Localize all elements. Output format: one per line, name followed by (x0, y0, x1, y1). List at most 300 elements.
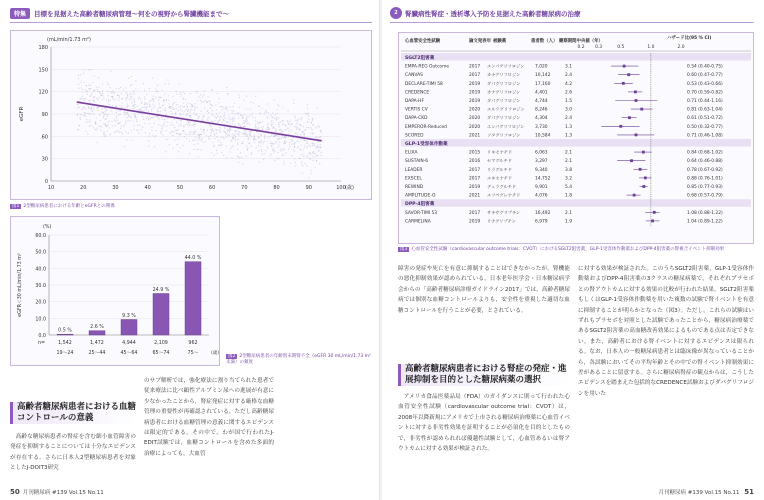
scatter-point (223, 115, 224, 116)
scatter-point (154, 106, 155, 107)
scatter-point (155, 135, 156, 136)
scatter-point (174, 140, 175, 141)
scatter-point (103, 98, 104, 99)
scatter-point (273, 122, 274, 123)
scatter-point (303, 139, 304, 140)
header-chapter-number: 2 (390, 7, 402, 19)
scatter-point (232, 119, 233, 120)
scatter-point (212, 105, 213, 106)
x-tick-label: 40 (144, 185, 151, 191)
scatter-point (127, 97, 128, 98)
scatter-point (170, 125, 171, 126)
scatter-point (86, 113, 87, 114)
scatter-point (187, 113, 188, 114)
scatter-point (264, 153, 265, 154)
scatter-point (261, 108, 262, 109)
trial-follow: 2.1 (565, 159, 572, 165)
scatter-point (285, 142, 286, 143)
scatter-point (290, 130, 291, 131)
scatter-point (210, 125, 211, 126)
scatter-point (110, 134, 111, 135)
scatter-point (295, 120, 296, 121)
scatter-point (311, 154, 312, 155)
scatter-point (158, 111, 159, 112)
scatter-point (258, 106, 259, 107)
scatter-point (124, 108, 125, 109)
scatter-point (250, 102, 251, 103)
scatter-point (94, 107, 95, 108)
scatter-point (202, 130, 203, 131)
scatter-point (204, 133, 205, 134)
scatter-point (151, 100, 152, 101)
scatter-point (247, 139, 248, 140)
scatter-point (85, 108, 86, 109)
left-header (10, 6, 229, 20)
scatter-point (214, 120, 215, 121)
scatter-point (234, 118, 235, 119)
scatter-point (152, 117, 153, 118)
scatter-point (163, 99, 164, 100)
scatter-point (298, 119, 299, 120)
scatter-point (183, 99, 184, 100)
scatter-point (279, 126, 280, 127)
scatter-point (96, 142, 97, 143)
scatter-point (267, 117, 268, 118)
scatter-point (288, 148, 289, 149)
scatter-point (291, 123, 292, 124)
scatter-point (275, 128, 276, 129)
scatter-point (202, 96, 203, 97)
scatter-point (232, 123, 233, 124)
scatter-point (263, 142, 264, 143)
scatter-point (205, 100, 206, 101)
scatter-point (172, 103, 173, 104)
scatter-point (203, 95, 204, 96)
trial-year: 2017 (469, 176, 481, 182)
scatter-point (300, 124, 301, 125)
scatter-point (191, 109, 192, 110)
scatter-point (292, 140, 293, 141)
scatter-point (112, 126, 113, 127)
scatter-point (200, 129, 201, 130)
scatter-point (113, 92, 114, 93)
scatter-point (223, 131, 224, 132)
scatter-point (252, 113, 253, 114)
scatter-point (294, 115, 295, 116)
scatter-point (89, 119, 90, 120)
group-band (401, 139, 751, 147)
scatter-point (221, 142, 222, 143)
scatter-point (310, 173, 311, 174)
scatter-point (185, 133, 186, 134)
x-category-label: 45～64 (120, 351, 138, 356)
scatter-point (306, 156, 307, 157)
scatter-point (187, 110, 188, 111)
scatter-point (244, 130, 245, 131)
scatter-points (77, 69, 322, 178)
scatter-point (152, 135, 153, 136)
scatter-point (227, 135, 228, 136)
scatter-point (210, 129, 211, 130)
scatter-point (299, 118, 300, 119)
scatter-point (99, 115, 100, 116)
scatter-point (192, 125, 193, 126)
right-body-col1-top-text: 障害の発症や死亡を有意に抑制することはできなかったが，腎機能の悪化抑制効果が認められている。日本老年医学会・日本糖尿病学会からの「高齢者糖尿病診療ガイドライン2017」では，高齢者糖尿病では個別な血糖コントロールよりも，安全性を重視した適切な血糖コントロールを行うことが必要，とされている。 (398, 266, 570, 314)
scatter-point (159, 107, 160, 108)
scatter-point (131, 84, 132, 85)
scatter-point (267, 148, 268, 149)
scatter-point (234, 125, 235, 126)
right-body-col1-top (398, 264, 570, 350)
scatter-point (198, 96, 199, 97)
scatter-point (261, 151, 262, 152)
trial-drug: エキセナチド (487, 175, 513, 181)
scatter-point (177, 139, 178, 140)
left-body-col2 (144, 376, 274, 488)
scatter-point (192, 106, 193, 107)
scatter-point (295, 165, 296, 166)
scatter-point (105, 135, 106, 136)
scatter-point (186, 138, 187, 139)
scatter-point (128, 78, 129, 79)
scatter-point (278, 104, 279, 105)
scatter-point (201, 101, 202, 102)
scatter-point (278, 144, 279, 145)
trial-follow: 2.4 (565, 73, 572, 79)
scatter-point (176, 122, 177, 123)
scatter-point (102, 93, 103, 94)
scatter-point (300, 128, 301, 129)
scatter-point (100, 120, 101, 121)
scatter-point (183, 98, 184, 99)
scatter-point (116, 116, 117, 117)
scatter-point (278, 117, 279, 118)
scatter-point (225, 107, 226, 108)
scatter-point (285, 136, 286, 137)
scatter-point (312, 129, 313, 130)
scatter-point (151, 130, 152, 131)
scatter-point (98, 77, 99, 78)
scatter-point (201, 149, 202, 150)
scatter-point (105, 118, 106, 119)
scatter-point (244, 123, 245, 124)
scatter-point (219, 127, 220, 128)
bar (89, 331, 105, 335)
scatter-point (232, 157, 233, 158)
scatter-point (251, 114, 252, 115)
scatter-point (271, 154, 272, 155)
scatter-point (239, 132, 240, 133)
figure1-box (10, 30, 372, 200)
y-tick-label: 60 (41, 134, 48, 141)
scatter-point (97, 100, 98, 101)
scatter-point (88, 84, 89, 85)
scatter-point (260, 122, 261, 123)
scatter-point (106, 126, 107, 127)
scatter-point (278, 140, 279, 141)
left-footer (10, 488, 104, 496)
scatter-point (185, 114, 186, 115)
scatter-point (197, 107, 198, 108)
hr-point (630, 159, 633, 162)
trial-name: ELIXA (405, 150, 418, 156)
scatter-point (80, 115, 81, 116)
scatter-point (78, 129, 79, 130)
scatter-point (114, 120, 115, 121)
scatter-point (225, 117, 226, 118)
scatter-point (193, 140, 194, 141)
scatter-point (246, 136, 247, 137)
scatter-point (153, 107, 154, 108)
scatter-point (208, 96, 209, 97)
scatter-point (137, 125, 138, 126)
scatter-point (158, 91, 159, 92)
scatter-point (123, 126, 124, 127)
scatter-point (147, 106, 148, 107)
scatter-point (105, 111, 106, 112)
scatter-point (239, 97, 240, 98)
scatter-point (81, 81, 82, 82)
scatter-point (312, 120, 313, 121)
scatter-point (211, 130, 212, 131)
trial-drug: デュラグルチド (487, 184, 517, 189)
trial-drug: セマグルチド (487, 158, 512, 164)
trial-year: 2020 (469, 124, 481, 130)
scatter-point (87, 133, 88, 134)
group-label: DPP-4阻害薬 (405, 202, 435, 208)
scatter-point (274, 135, 275, 136)
scatter-point (157, 116, 158, 117)
scatter-point (308, 127, 309, 128)
scatter-point (134, 98, 135, 99)
scatter-point (201, 138, 202, 139)
scatter-point (235, 131, 236, 132)
scatter-point (110, 87, 111, 88)
right-body-col1-bottom-text: アメリカ食品医薬品局（FDA）のガイダンスに則って行われた心血管安全性試験（cardiovascular outcome trial：CVOT）は，2008年以降新規にアメリカで上市される糖尿病治療薬に心血管イベントに対する非劣性効果を証明することが必須化を目的としたもので，非劣性が認められれば優越性試験として，心血管あるいは腎アウトカムに対する効果が検証された。 (398, 394, 570, 453)
trial-year: 2020 (469, 107, 481, 113)
scatter-point (174, 127, 175, 128)
scatter-point (209, 100, 210, 101)
scatter-point (292, 124, 293, 125)
scatter-point (131, 140, 132, 141)
scatter-point (261, 141, 262, 142)
scatter-point (221, 152, 222, 153)
scatter-point (155, 91, 156, 92)
scatter-point (162, 126, 163, 127)
scatter-point (130, 85, 131, 86)
scatter-point (311, 122, 312, 123)
scatter-point (107, 124, 108, 125)
figure3-badge: 図3 (400, 247, 408, 252)
scatter-point (250, 131, 251, 132)
scatter-point (106, 99, 107, 100)
scatter-point (126, 113, 127, 114)
scatter-point (257, 128, 258, 129)
trial-drug: エフペグレナチド (487, 192, 521, 198)
scatter-point (217, 153, 218, 154)
scatter-point (296, 133, 297, 134)
scatter-point (217, 136, 218, 137)
scatter-point (103, 131, 104, 132)
hr-text: 0.84 (0.68-1.02) (687, 150, 723, 156)
scatter-point (172, 135, 173, 136)
trial-name: AMPLITUDE-O (405, 193, 436, 199)
scatter-point (102, 90, 103, 91)
scatter-point (278, 105, 279, 106)
scatter-point (301, 154, 302, 155)
scatter-point (179, 134, 180, 135)
scatter-point (267, 141, 268, 142)
scatter-point (207, 130, 208, 131)
scatter-point (172, 113, 173, 114)
scatter-point (177, 119, 178, 120)
figure1-badge: 図1 (12, 204, 20, 209)
scatter-point (312, 160, 313, 161)
scatter-point (196, 114, 197, 115)
scatter-point (265, 110, 266, 111)
scatter-point (215, 105, 216, 106)
scatter-point (144, 104, 145, 105)
scatter-point (178, 110, 179, 111)
scatter-point (119, 114, 120, 115)
trial-name: VERTIS CV (405, 107, 428, 113)
scatter-point (81, 88, 82, 89)
scatter-point (93, 113, 94, 114)
scatter-point (86, 90, 87, 91)
scatter-point (312, 143, 313, 144)
scatter-point (226, 87, 227, 88)
scatter-point (165, 117, 166, 118)
scatter-point (118, 115, 119, 116)
scatter-point (98, 87, 99, 88)
scatter-point (127, 106, 128, 107)
trial-name: REWIND (405, 185, 424, 190)
scatter-point (246, 119, 247, 120)
scatter-point (217, 130, 218, 131)
scatter-point (224, 138, 225, 139)
scatter-point (105, 136, 106, 137)
scatter-point (271, 124, 272, 125)
scatter-point (199, 116, 200, 117)
scatter-point (271, 126, 272, 127)
scatter-point (238, 123, 239, 124)
scatter-point (138, 132, 139, 133)
scatter-point (200, 100, 201, 101)
scatter-point (260, 113, 261, 114)
scatter-point (141, 114, 142, 115)
scatter-point (247, 150, 248, 151)
scatter-point (230, 141, 231, 142)
scatter-point (310, 146, 311, 147)
scatter-point (129, 99, 130, 100)
scatter-point (236, 113, 237, 114)
scatter-point (224, 131, 225, 132)
hr-point (635, 134, 638, 137)
scatter-point (239, 125, 240, 126)
y-tick-label: 30 (41, 156, 48, 163)
scatter-point (312, 152, 313, 153)
scatter-point (136, 117, 137, 118)
scatter-point (84, 112, 85, 113)
col-header-year: 論文発表年 (469, 39, 491, 44)
scatter-point (255, 138, 256, 139)
scatter-point (277, 113, 278, 114)
scatter-point (139, 125, 140, 126)
scatter-point (219, 131, 220, 132)
scatter-point (200, 97, 201, 98)
scatter-point (274, 143, 275, 144)
scatter-point (207, 120, 208, 121)
y-unit-label: (mL/min/1.73 m²) (47, 37, 91, 43)
scatter-point (253, 138, 254, 139)
scatter-point (179, 83, 180, 84)
scatter-point (195, 114, 196, 115)
scatter-point (93, 109, 94, 110)
bar (121, 320, 137, 336)
scatter-point (89, 126, 90, 127)
scatter-point (187, 106, 188, 107)
scatter-point (252, 102, 253, 103)
scatter-point (251, 154, 252, 155)
scatter-point (160, 107, 161, 108)
scatter-point (90, 85, 91, 86)
scatter-point (169, 144, 170, 145)
scatter-point (91, 113, 92, 114)
scatter-point (107, 130, 108, 131)
scatter-point (82, 92, 83, 93)
scatter-point (173, 109, 174, 110)
scatter-point (105, 124, 106, 125)
trial-follow: 2.6 (565, 90, 572, 96)
scatter-point (189, 153, 190, 154)
scatter-point (254, 142, 255, 143)
scatter-point (276, 142, 277, 143)
scatter-point (206, 102, 207, 103)
scatter-point (310, 152, 311, 153)
scatter-point (160, 111, 161, 112)
scatter-point (305, 163, 306, 164)
scatter-point (231, 110, 232, 111)
scatter-point (214, 134, 215, 135)
scatter-point (290, 162, 291, 163)
scatter-point (274, 160, 275, 161)
scatter-point (242, 115, 243, 116)
scatter-point (78, 78, 79, 79)
trial-follow: 1.3 (565, 133, 572, 139)
scatter-point (244, 133, 245, 134)
scatter-point (112, 97, 113, 98)
scatter-point (173, 96, 174, 97)
hr-text: 0.68 (0.57-0.79) (687, 193, 723, 199)
scatter-point (94, 96, 95, 97)
scatter-point (188, 109, 189, 110)
scatter-point (144, 102, 145, 103)
scatter-point (166, 130, 167, 131)
scatter-point (286, 141, 287, 142)
scatter-point (267, 103, 268, 104)
scatter-point (154, 123, 155, 124)
col-header-n: 患者数（人） (531, 39, 558, 44)
scatter-point (273, 127, 274, 128)
scatter-point (189, 124, 190, 125)
scatter-point (238, 156, 239, 157)
scatter-point (126, 92, 127, 93)
scatter-point (78, 75, 79, 76)
scatter-point (303, 134, 304, 135)
scatter-point (162, 118, 163, 119)
scatter-point (95, 123, 96, 124)
scatter-point (204, 90, 205, 91)
